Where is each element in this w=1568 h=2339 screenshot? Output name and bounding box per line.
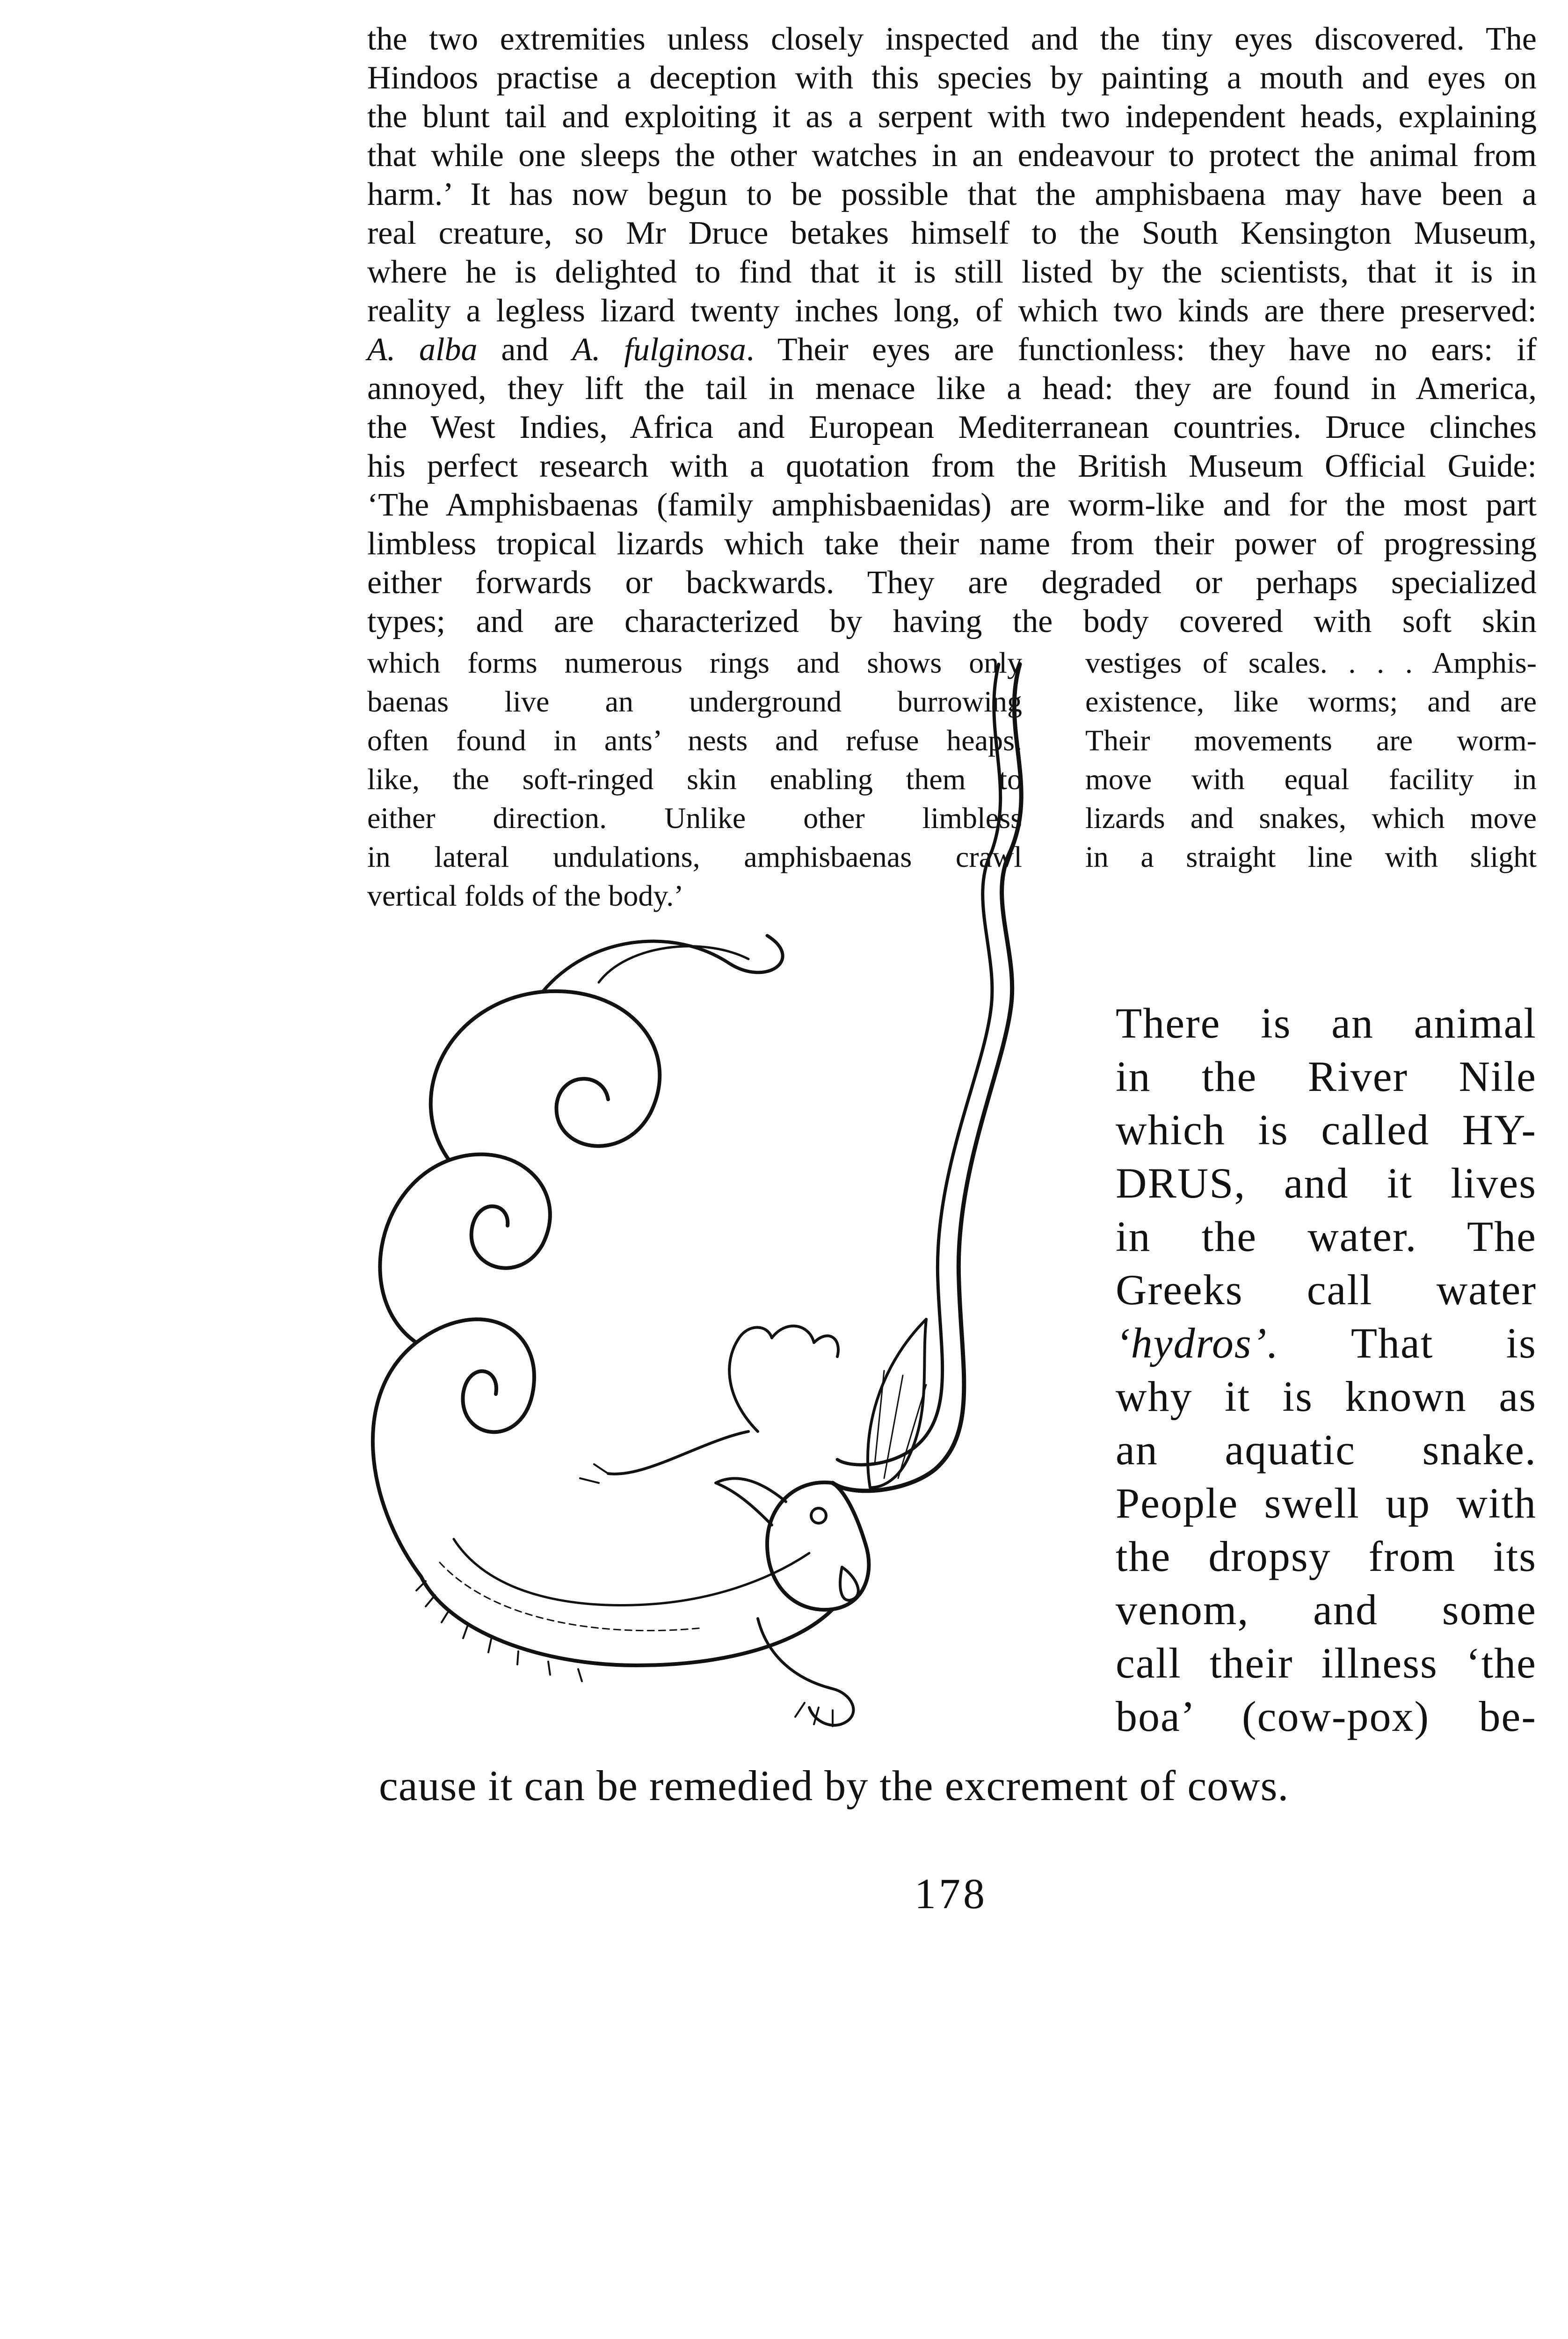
text-fragment: That is bbox=[1350, 1319, 1537, 1367]
text-line: in a straight line with slight bbox=[1085, 840, 1537, 873]
hydrus-final-line: cause it can be remedied by the excrement of cows. bbox=[379, 1762, 1289, 1809]
text-line: reality a legless lizard twenty inches long, of which two kinds are there preserved: bbox=[367, 293, 1537, 329]
text-line: People swell up with bbox=[1116, 1479, 1537, 1527]
text-line: baenas live an underground burrowing bbox=[367, 685, 1022, 718]
text-line: in the water. The bbox=[1116, 1213, 1537, 1260]
text-line: move with equal facility in bbox=[1085, 763, 1537, 796]
text-line: harm.’ It has now begun to be possible that the amphisbaena may have been a bbox=[367, 176, 1537, 212]
text-line-with-italics bbox=[1116, 1316, 1537, 1370]
text-line: vestiges of scales. . . . Amphis- bbox=[1085, 646, 1537, 679]
text-line: in lateral undulations, amphisbaenas crawl bbox=[367, 840, 1022, 873]
text-line: Greeks call water bbox=[1116, 1266, 1537, 1314]
text-line: either direction. Unlike other limbless bbox=[367, 801, 1022, 835]
species-name-alba: A. alba bbox=[367, 332, 478, 368]
text-line: that while one sleeps the other watches in an endeavour to protect the animal from bbox=[367, 138, 1537, 174]
hydrus-text-block bbox=[1116, 996, 1537, 1743]
text-line: real creature, so Mr Druce betakes himself to the South Kensington Museum, bbox=[367, 215, 1537, 251]
text-line: vertical folds of the body.’ bbox=[367, 879, 684, 912]
text-line: types; and are characterized by having the body covered with soft skin bbox=[367, 603, 1537, 639]
right-text-column bbox=[1085, 643, 1537, 876]
text-line: his perfect research with a quotation from the British Museum Official Guide: bbox=[367, 448, 1537, 484]
text-line: call their illness ‘the bbox=[1116, 1639, 1537, 1687]
text-line: either forwards or backwards. They are degraded or perhaps specialized bbox=[367, 565, 1537, 601]
text-line: limbless tropical lizards which take their name from their power of progressing bbox=[367, 526, 1537, 562]
greek-word-hydros: ‘hydros’. bbox=[1116, 1319, 1279, 1367]
text-line: boa’ (cow-pox) be- bbox=[1116, 1693, 1537, 1740]
text-line: where he is delighted to find that it is still listed by the scientists, that it is in bbox=[367, 254, 1537, 290]
text-line: annoyed, they lift the tail in menace like a head: they are found in America, bbox=[367, 370, 1537, 407]
text-line: There is an animal bbox=[1116, 999, 1537, 1047]
text-line: venom, and some bbox=[1116, 1586, 1537, 1634]
text-line: which is called HY- bbox=[1116, 1106, 1537, 1154]
text-line: Their movements are worm- bbox=[1085, 724, 1537, 757]
text-line: the blunt tail and exploiting it as a serpent with two independent heads, explaining bbox=[367, 99, 1537, 135]
text-line: DRUS, and it lives bbox=[1116, 1159, 1537, 1207]
text-line: the dropsy from its bbox=[1116, 1533, 1537, 1580]
page-number: 178 bbox=[915, 1870, 987, 1918]
species-name-fulginosa: A. fulginosa bbox=[572, 332, 746, 368]
text-line: often found in ants’ nests and refuse heaps. bbox=[367, 724, 1022, 757]
text-line: lizards and snakes, which move bbox=[1085, 801, 1537, 835]
text-line: an aquatic snake. bbox=[1116, 1426, 1537, 1474]
text-line: why it is known as bbox=[1116, 1373, 1537, 1420]
text-line: Hindoos practise a deception with this species by painting a mouth and eyes on bbox=[367, 60, 1537, 96]
text-line: the West Indies, Africa and European Mediterranean countries. Druce clinches bbox=[367, 409, 1537, 445]
text-line-with-italics bbox=[367, 330, 1537, 369]
text-line: the two extremities unless closely inspected and the tiny eyes discovered. The bbox=[367, 21, 1537, 57]
text-line: ‘The Amphisbaenas (family amphisbaenidas) are worm-like and for the most part bbox=[367, 487, 1537, 523]
hydrus-illustration bbox=[346, 636, 1095, 1750]
text-line: like, the soft-ringed skin enabling them to bbox=[367, 763, 1022, 796]
text-line: in the River Nile bbox=[1116, 1053, 1537, 1100]
text-fragment: . Their eyes are functionless: they have no ears: if bbox=[746, 332, 1537, 368]
text-fragment: and bbox=[477, 332, 573, 368]
text-line: which forms numerous rings and shows only bbox=[367, 646, 1022, 679]
text-line: existence, like worms; and are bbox=[1085, 685, 1537, 718]
body-text-block bbox=[367, 20, 1537, 641]
